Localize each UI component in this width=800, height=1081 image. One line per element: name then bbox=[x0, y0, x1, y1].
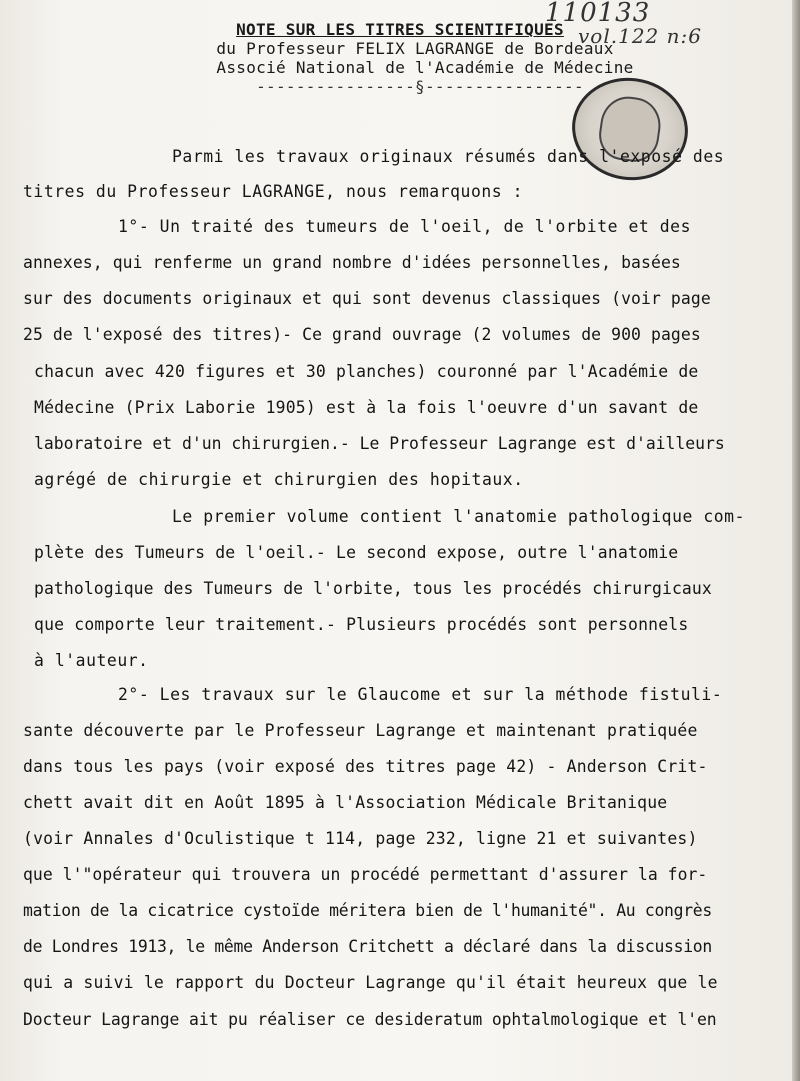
text-line: 25 de l'exposé des titres)- Ce grand ouvrage (2 volumes de 900 pages bbox=[23, 325, 701, 344]
text-line: sur des documents originaux et qui sont devenus classiques (voir page bbox=[23, 289, 711, 308]
text-line: plète des Tumeurs de l'oeil.- Le second expose, outre l'anatomie bbox=[34, 543, 679, 562]
text-line: mation de la cicatrice cystoïde méritera bien de l'humanité". Au congrès bbox=[23, 901, 712, 920]
header-title: NOTE SUR LES TITRES SCIENTIFIQUES bbox=[236, 20, 564, 39]
archive-number-annotation: 110133 bbox=[545, 0, 651, 28]
text-line: agrégé de chirurgie et chirurgien des hopitaux. bbox=[34, 470, 524, 489]
text-line: annexes, qui renferme un grand nombre d'idées personnelles, basées bbox=[23, 253, 681, 272]
text-line: Le premier volume contient l'anatomie pathologique com- bbox=[172, 507, 745, 526]
text-line: pathologique des Tumeurs de l'orbite, tous les procédés chirurgicaux bbox=[34, 579, 712, 598]
text-line: de Londres 1913, le même Anderson Critchett a déclaré dans la discussion bbox=[23, 937, 712, 956]
text-line: que comporte leur traitement.- Plusieurs procédés sont personnels bbox=[34, 615, 689, 634]
reference-annotation: vol.122 n:6 bbox=[578, 24, 702, 48]
header-subtitle: du Professeur FELIX LAGRANGE de Bordeaux bbox=[216, 39, 614, 58]
text-line: que l'"opérateur qui trouvera un procédé permettant d'assurer la for- bbox=[23, 865, 708, 884]
text-line: 1°- Un traité des tumeurs de l'oeil, de l'orbite et des bbox=[118, 217, 691, 236]
text-line: à l'auteur. bbox=[34, 651, 149, 670]
text-line: qui a suivi le rapport du Docteur Lagrange qu'il était heureux que le bbox=[23, 973, 718, 992]
text-line: (voir Annales d'Oculistique t 114, page 232, ligne 21 et suivantes) bbox=[23, 829, 698, 848]
text-line: Docteur Lagrange ait pu réaliser ce desideratum ophtalmologique et l'en bbox=[23, 1010, 717, 1029]
header-separator: ----------------§---------------- bbox=[256, 77, 584, 96]
text-line: dans tous les pays (voir exposé des titres page 42) - Anderson Crit- bbox=[23, 757, 708, 776]
text-line: chett avait dit en Août 1895 à l'Association Médicale Britanique bbox=[23, 793, 668, 812]
text-line: Parmi les travaux originaux résumés dans l'exposé des bbox=[172, 147, 725, 166]
text-line: Médecine (Prix Laborie 1905) est à la fois l'oeuvre d'un savant de bbox=[34, 398, 699, 417]
text-line: sante découverte par le Professeur Lagrange et maintenant pratiquée bbox=[23, 721, 698, 740]
text-line: laboratoire et d'un chirurgien.- Le Professeur Lagrange est d'ailleurs bbox=[34, 434, 725, 453]
text-line: chacun avec 420 figures et 30 planches) couronné par l'Académie de bbox=[34, 362, 699, 381]
header-affiliation: Associé National de l'Académie de Médecine bbox=[216, 58, 634, 77]
text-line: titres du Professeur LAGRANGE, nous remarquons : bbox=[23, 182, 524, 201]
text-line: 2°- Les travaux sur le Glaucome et sur la méthode fistuli- bbox=[118, 685, 723, 704]
